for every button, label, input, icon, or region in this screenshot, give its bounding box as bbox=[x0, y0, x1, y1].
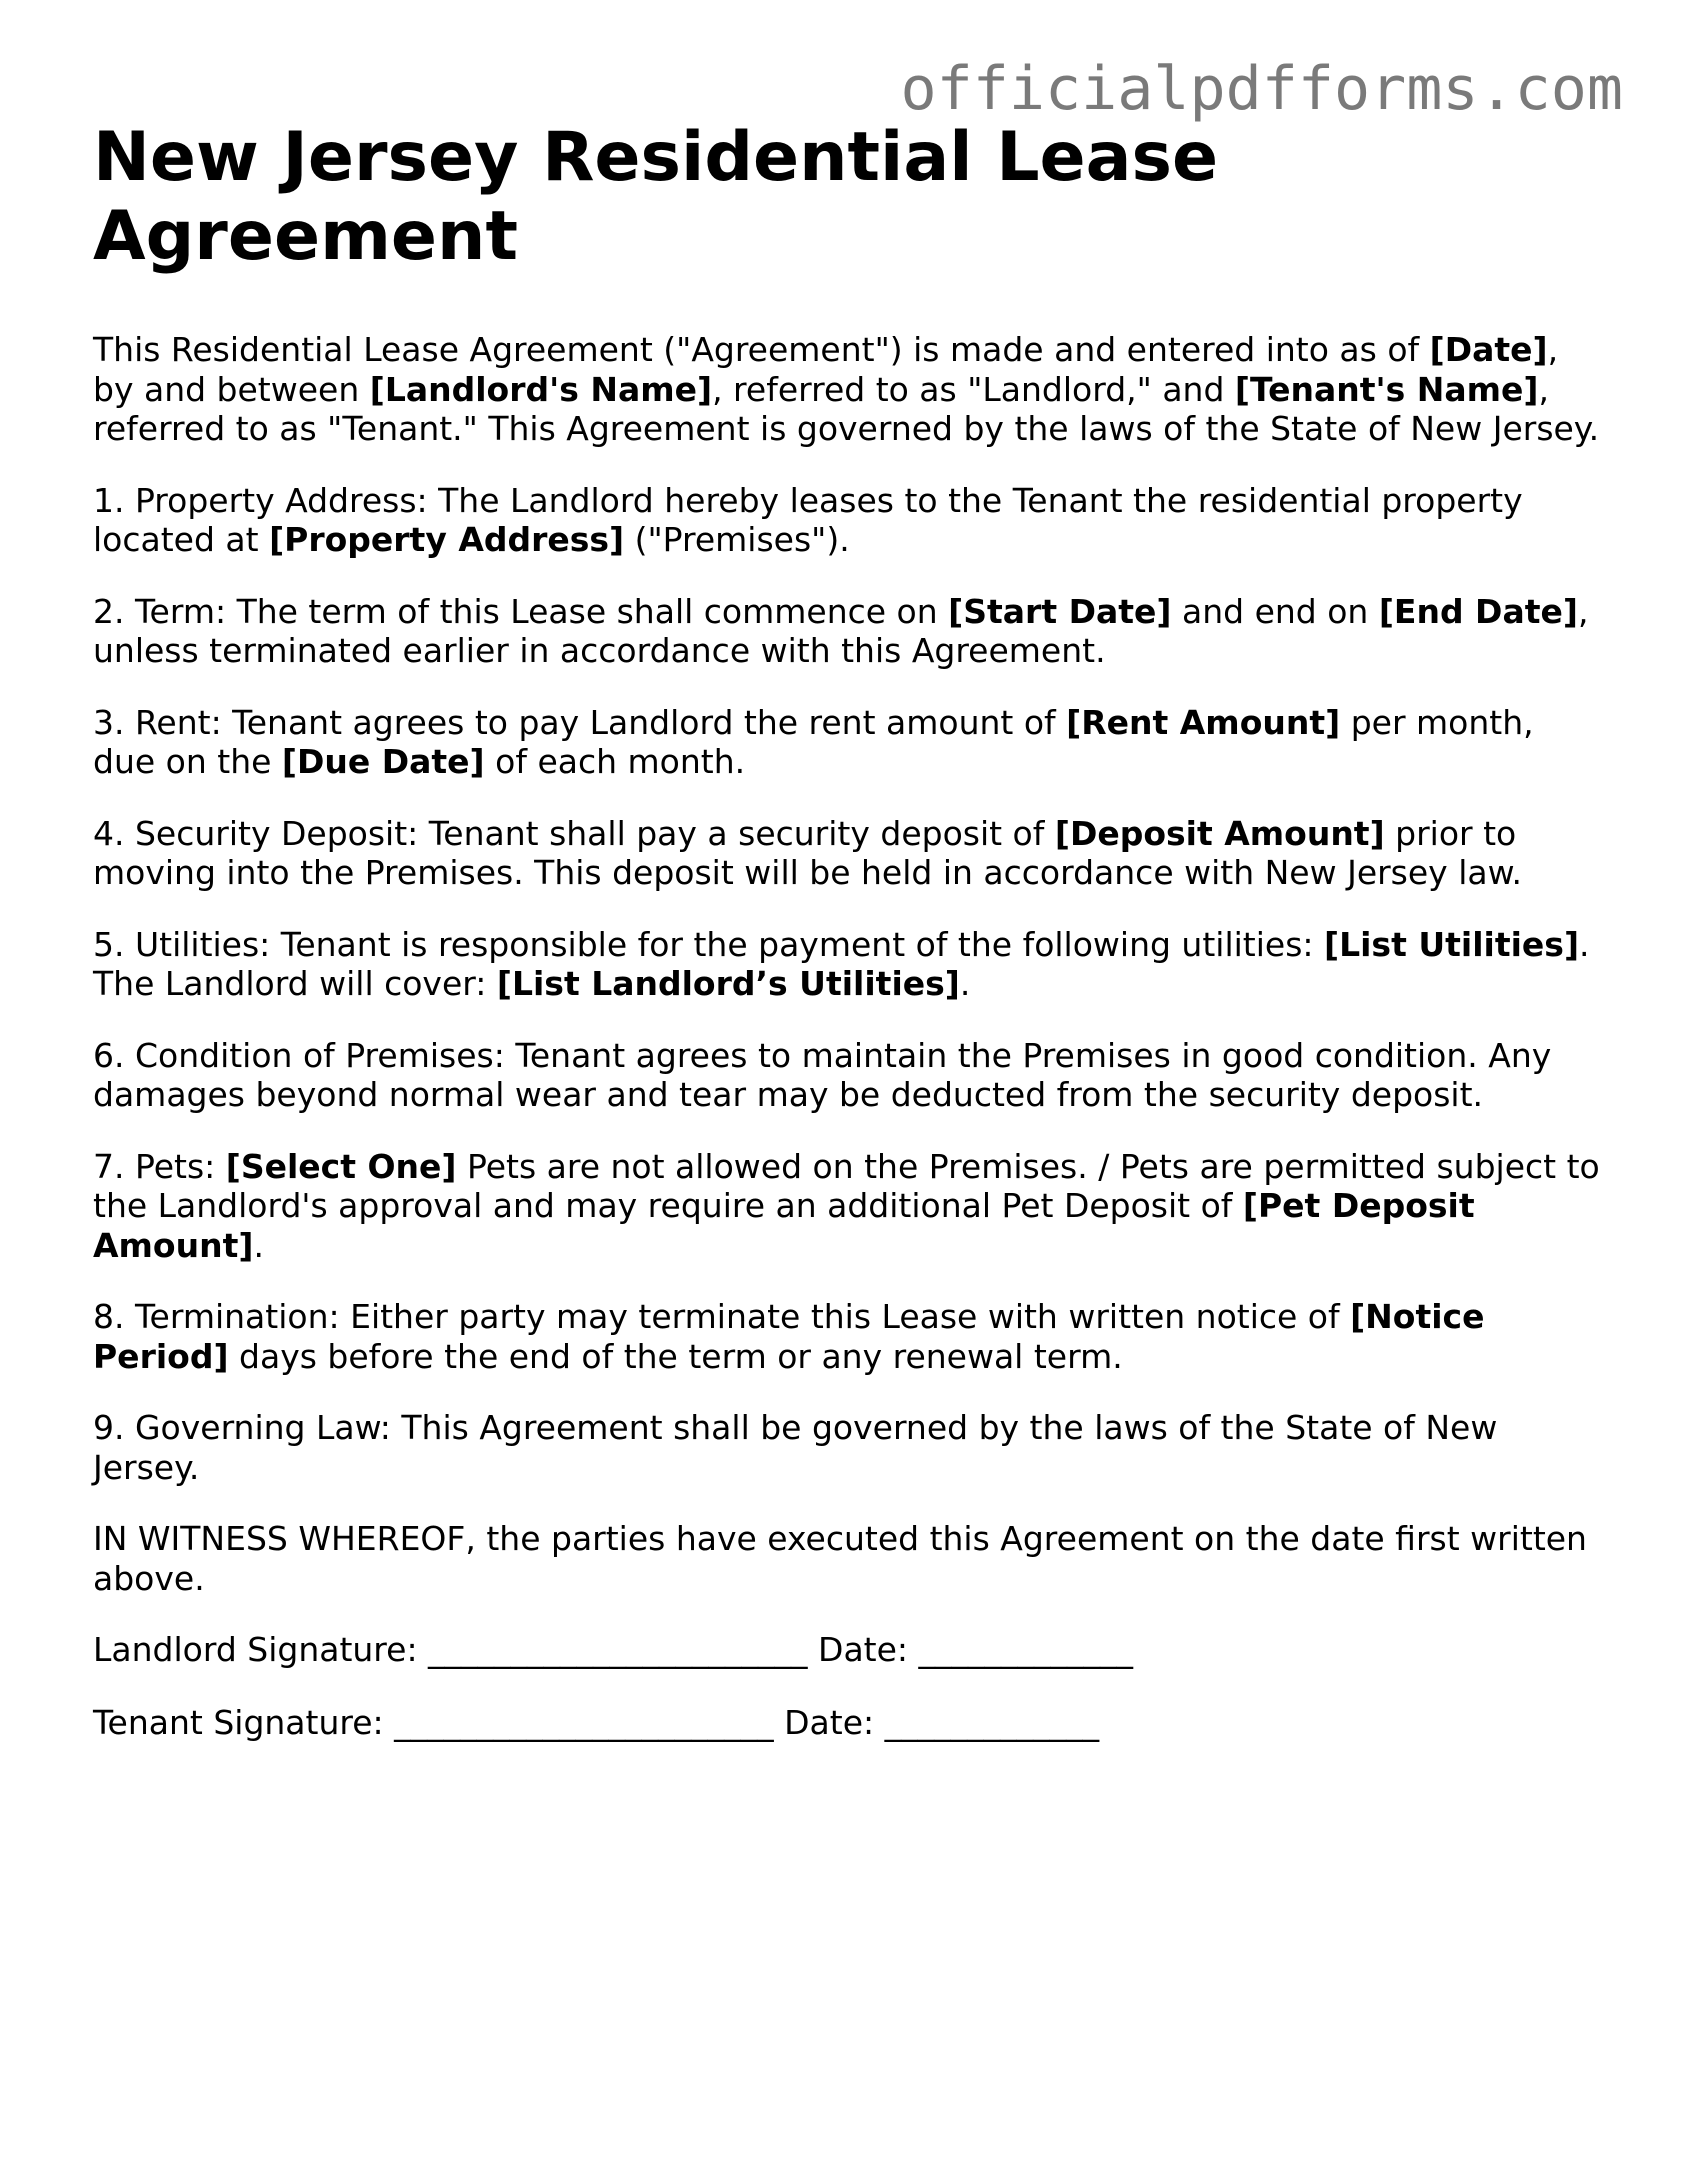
date-placeholder: [Date] bbox=[1429, 330, 1548, 369]
section-text: 1. Property Address: The Landlord hereby leases to the Tenant the residential property located at bbox=[93, 480, 1523, 559]
section-text: 7. Pets: bbox=[93, 1146, 226, 1186]
tenant-signature-line[interactable]: Tenant Signature: _______________________ Date: _____________ bbox=[93, 1703, 1100, 1742]
landlord-signature-line[interactable]: Landlord Signature: _______________________ Date: _____________ bbox=[93, 1630, 1134, 1669]
section-text: and end on bbox=[1171, 591, 1379, 631]
tenant-name-placeholder: [Tenant's Name] bbox=[1234, 369, 1539, 409]
landlord-name-placeholder: [Landlord's Name] bbox=[369, 369, 713, 409]
intro-paragraph bbox=[93, 330, 1603, 449]
section-property-address bbox=[93, 481, 1603, 560]
section-text: 2. Term: The term of this Lease shall commence on bbox=[93, 591, 949, 631]
section-text: . The Landlord will cover: bbox=[93, 924, 1590, 1003]
section-text: 5. Utilities: Tenant is responsible for the payment of the following utilities: bbox=[93, 924, 1324, 964]
section-text: days before the end of the term or any renewal term. bbox=[228, 1336, 1123, 1376]
section-text: 6. Condition of Premises: Tenant agrees to maintain the Premises in good condition. Any damages beyond normal wear and tear may be deducted from the security deposit. bbox=[93, 1035, 1552, 1114]
section-text: prior to moving into the Premises. This deposit will be held in accordance with New Jersey law. bbox=[93, 813, 1523, 892]
pet-deposit-placeholder: [Pet Deposit Amount] bbox=[93, 1186, 1475, 1265]
landlord-utilities-placeholder: [List Landlord’s Utilities] bbox=[496, 964, 960, 1003]
intro-text: , referred to as "Tenant." This Agreement is governed by the laws of the State of New Jersey. bbox=[93, 369, 1600, 448]
section-text: , unless terminated earlier in accordance with this Agreement. bbox=[93, 591, 1589, 670]
watermark: officialpdfforms.com bbox=[900, 54, 1623, 124]
due-date-placeholder: [Due Date] bbox=[281, 742, 485, 781]
witness-statement bbox=[93, 1519, 1603, 1598]
intro-text: This Residential Lease Agreement ("Agreement") is made and entered into as of bbox=[93, 330, 1430, 369]
section-governing-law bbox=[93, 1408, 1603, 1487]
notice-period-placeholder: [Notice Period] bbox=[93, 1297, 1485, 1376]
document-title: New Jersey Residential Lease Agreement bbox=[93, 118, 1219, 276]
section-text: per month, due on the bbox=[93, 702, 1534, 781]
section-text: IN WITNESS WHEREOF, the parties have executed this Agreement on the date first written above. bbox=[93, 1519, 1587, 1598]
section-rent bbox=[93, 703, 1603, 782]
section-security-deposit bbox=[93, 814, 1603, 893]
property-address-placeholder: [Property Address] bbox=[269, 520, 625, 559]
section-text: 8. Termination: Either party may terminate this Lease with written notice of bbox=[93, 1297, 1351, 1336]
section-term bbox=[93, 592, 1603, 671]
section-text: of each month. bbox=[484, 742, 746, 781]
intro-text: , by and between bbox=[93, 330, 1559, 409]
section-text: 9. Governing Law: This Agreement shall be governed by the laws of the State of New Jersey. bbox=[93, 1408, 1498, 1487]
section-text: 4. Security Deposit: Tenant shall pay a security deposit of bbox=[93, 813, 1055, 853]
section-text: . bbox=[253, 1225, 264, 1265]
intro-text: , referred to as "Landlord," and bbox=[712, 369, 1235, 409]
rent-amount-placeholder: [Rent Amount] bbox=[1066, 702, 1341, 742]
section-termination bbox=[93, 1297, 1603, 1376]
section-condition bbox=[93, 1036, 1603, 1115]
section-pets bbox=[93, 1147, 1603, 1266]
start-date-placeholder: [Start Date] bbox=[948, 591, 1172, 631]
document-page bbox=[93, 118, 1603, 1776]
section-utilities bbox=[93, 925, 1603, 1004]
end-date-placeholder: [End Date] bbox=[1378, 591, 1578, 631]
section-text: 3. Rent: Tenant agrees to pay Landlord the rent amount of bbox=[93, 702, 1067, 742]
section-text: Pets are not allowed on the Premises. / Pets are permitted subject to the Landlord's approval and may require an additional Pet Deposit of bbox=[93, 1146, 1600, 1225]
utilities-placeholder: [List Utilities] bbox=[1324, 924, 1580, 964]
pets-select-placeholder: [Select One] bbox=[225, 1146, 457, 1186]
section-text: . bbox=[959, 964, 971, 1003]
section-text: ("Premises"). bbox=[624, 520, 850, 559]
deposit-amount-placeholder: [Deposit Amount] bbox=[1054, 813, 1385, 853]
